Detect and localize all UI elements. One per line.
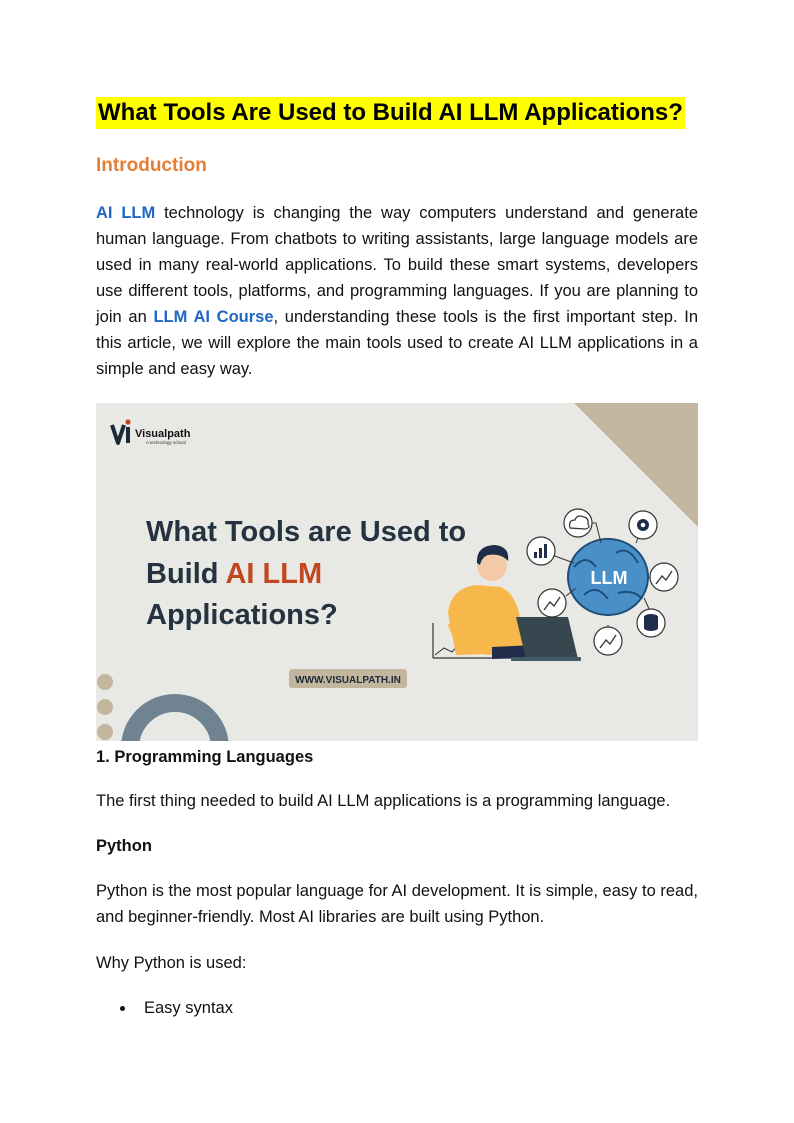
ai-llm-link[interactable]: AI LLM — [96, 204, 156, 222]
intro-paragraph — [96, 200, 698, 382]
python-description: Python is the most popular language for AI development. It is simple, easy to read, and beginner-friendly. Most AI libraries are built using Python. — [96, 882, 698, 926]
cloud-icon — [564, 509, 592, 537]
trend-icon — [538, 589, 566, 617]
brain-label: LLM — [590, 568, 628, 588]
python-reasons-list — [96, 996, 233, 1020]
section-intro-paragraph: The first thing needed to build AI LLM applications is a programming language. — [96, 792, 671, 810]
banner-line-2-prefix: Build — [146, 558, 226, 590]
logo-tagline: A technology school — [146, 440, 187, 445]
corner-decoration — [574, 403, 698, 527]
banner-line-1: What Tools are Used to — [146, 516, 467, 548]
introduction-heading: Introduction — [96, 155, 207, 176]
list-item: Easy syntax — [96, 996, 233, 1020]
visualpath-logo-icon — [112, 419, 131, 443]
bar-chart-icon — [527, 537, 555, 565]
banner-highlight: AI LLM — [225, 558, 323, 590]
llm-ai-course-link[interactable]: LLM AI Course — [153, 308, 274, 326]
laptop-icon — [516, 617, 578, 659]
intro-text-1: technology is changing the way computers understand and generate human language. From chatbots to writing assistants, large language models are used in many real-world applications. To build these smart systems, developers use different tools, platforms, and programming languages. If you are planning to join an — [96, 204, 698, 326]
brain-illustration — [568, 539, 648, 615]
decor-half-circle — [130, 703, 220, 741]
decor-dot — [97, 674, 113, 690]
banner-line-3: Applications? — [146, 599, 338, 631]
decor-dot — [97, 724, 113, 740]
section-heading-programming-languages: 1. Programming Languages — [96, 748, 314, 766]
intro-text-2: , understanding these tools is the first important step. In this article, we will explore the main tools used to create AI LLM applications in a simple and easy way. — [96, 308, 698, 378]
python-heading: Python — [96, 837, 152, 855]
trend-icon — [650, 563, 678, 591]
logo-name: Visualpath — [135, 428, 191, 440]
why-python-label: Why Python is used: — [96, 954, 247, 972]
page-title: What Tools Are Used to Build AI LLM Applications? — [96, 97, 685, 129]
decor-dot — [97, 699, 113, 715]
trend-icon — [594, 627, 622, 655]
banner-line-2 — [146, 558, 322, 590]
database-icon — [637, 609, 665, 637]
website-url: WWW.VISUALPATH.IN — [295, 675, 401, 686]
hero-banner-image — [96, 403, 698, 741]
gear-icon — [629, 511, 657, 539]
